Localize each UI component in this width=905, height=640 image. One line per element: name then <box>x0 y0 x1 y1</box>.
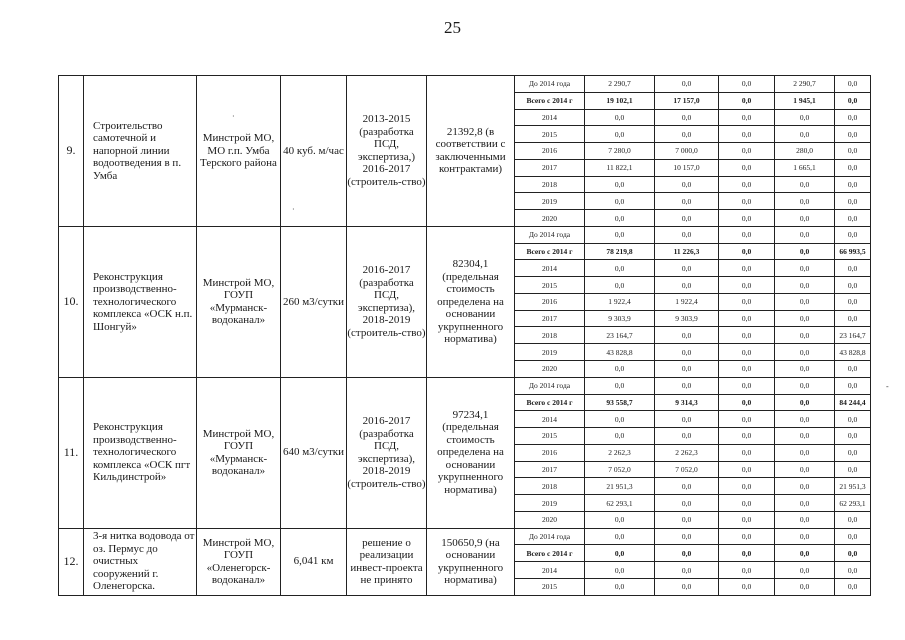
funding-value: 0,0 <box>719 176 775 193</box>
funding-value: 23 164,7 <box>585 327 655 344</box>
funding-value: 66 993,5 <box>835 243 871 260</box>
funding-value: 0,0 <box>655 578 719 595</box>
project-organization: Минстрой МО, ГОУП «Мурманск-водоканал» <box>197 377 281 528</box>
funding-value: 0,0 <box>835 444 871 461</box>
funding-value: 0,0 <box>835 293 871 310</box>
funding-value: 0,0 <box>835 126 871 143</box>
funding-value: 0,0 <box>835 260 871 277</box>
funding-value: 0,0 <box>835 310 871 327</box>
funding-value: 7 280,0 <box>585 143 655 160</box>
funding-value: 21 951,3 <box>585 478 655 495</box>
project-cost: 150650,9 (на основании укрупненного норматива) <box>427 528 515 595</box>
funding-value: 0,0 <box>585 511 655 528</box>
project-name: Реконструкция производственно-технологического комплекса «ОСК пгт Кильдинстрой» <box>84 377 197 528</box>
funding-value: 0,0 <box>655 193 719 210</box>
scan-speck: · <box>292 205 295 214</box>
funding-value: 0,0 <box>719 293 775 310</box>
project-number: 11. <box>59 377 84 528</box>
funding-value: 2 290,7 <box>775 76 835 93</box>
funding-value: 0,0 <box>719 444 775 461</box>
funding-value: 62 293,1 <box>585 495 655 512</box>
funding-value: 0,0 <box>719 226 775 243</box>
funding-value: 0,0 <box>585 277 655 294</box>
year-label: 2018 <box>515 176 585 193</box>
funding-value: 0,0 <box>835 92 871 109</box>
funding-value: 0,0 <box>775 126 835 143</box>
funding-value: 0,0 <box>655 528 719 545</box>
year-label: 2020 <box>515 210 585 227</box>
funding-value: 0,0 <box>655 428 719 445</box>
funding-value: 0,0 <box>775 394 835 411</box>
funding-value: 0,0 <box>655 176 719 193</box>
funding-value: 0,0 <box>719 126 775 143</box>
year-label: До 2014 года <box>515 76 585 93</box>
funding-value: 11 822,1 <box>585 159 655 176</box>
funding-value: 0,0 <box>655 377 719 394</box>
funding-value: 0,0 <box>585 377 655 394</box>
funding-value: 0,0 <box>775 193 835 210</box>
funding-value: 0,0 <box>775 578 835 595</box>
year-label: 2018 <box>515 327 585 344</box>
year-label: 2020 <box>515 511 585 528</box>
funding-value: 0,0 <box>775 444 835 461</box>
year-label: 2015 <box>515 578 585 595</box>
funding-value: 0,0 <box>719 109 775 126</box>
funding-value: 1 922,4 <box>585 293 655 310</box>
funding-value: 0,0 <box>719 260 775 277</box>
year-label: Всего с 2014 г <box>515 545 585 562</box>
scan-speck: - <box>886 382 889 391</box>
project-name: Строительство самотечной и напорной линии водоотведения в п. Умба <box>84 76 197 227</box>
funding-value: 0,0 <box>835 511 871 528</box>
funding-value: 2 290,7 <box>585 76 655 93</box>
funding-value: 7 000,0 <box>655 143 719 160</box>
year-label: Всего с 2014 г <box>515 394 585 411</box>
funding-value: 0,0 <box>719 562 775 579</box>
funding-value: 0,0 <box>655 344 719 361</box>
funding-value: 0,0 <box>775 545 835 562</box>
funding-value: 0,0 <box>585 126 655 143</box>
funding-value: 0,0 <box>719 277 775 294</box>
funding-value: 84 244,4 <box>835 394 871 411</box>
funding-value: 0,0 <box>655 210 719 227</box>
funding-value: 2 262,3 <box>585 444 655 461</box>
year-label: Всего с 2014 г <box>515 243 585 260</box>
funding-value: 9 314,3 <box>655 394 719 411</box>
funding-value: 0,0 <box>835 562 871 579</box>
year-label: 2014 <box>515 562 585 579</box>
funding-value: 0,0 <box>719 193 775 210</box>
year-label: 2019 <box>515 344 585 361</box>
funding-value: 0,0 <box>719 428 775 445</box>
year-label: До 2014 года <box>515 377 585 394</box>
funding-value: 0,0 <box>719 511 775 528</box>
funding-value: 0,0 <box>775 210 835 227</box>
funding-value: 11 226,3 <box>655 243 719 260</box>
project-name: Реконструкция производственно-технологического комплекса «ОСК н.п. Шонгуй» <box>84 226 197 377</box>
funding-value: 0,0 <box>585 578 655 595</box>
funding-value: 0,0 <box>719 394 775 411</box>
funding-value: 0,0 <box>655 545 719 562</box>
project-organization: Минстрой МО, МО г.п. Умба Терского района <box>197 76 281 227</box>
page-number: 25 <box>444 18 461 37</box>
year-label: 2015 <box>515 126 585 143</box>
funding-value: 0,0 <box>835 545 871 562</box>
year-label: 2014 <box>515 109 585 126</box>
project-period: 2016-2017 (разработка ПСД, экспертиза), 2018-2019 (строитель-ство) <box>347 226 427 377</box>
project-cost: 97234,1 (предельная стоимость определена на основании укрупненного норматива) <box>427 377 515 528</box>
investment-projects-table <box>58 75 871 596</box>
funding-value: 0,0 <box>719 377 775 394</box>
funding-value: 0,0 <box>835 143 871 160</box>
funding-value: 17 157,0 <box>655 92 719 109</box>
funding-value: 0,0 <box>775 478 835 495</box>
funding-value: 0,0 <box>655 327 719 344</box>
funding-value: 0,0 <box>835 361 871 378</box>
year-label: 2015 <box>515 428 585 445</box>
funding-value: 1 922,4 <box>655 293 719 310</box>
funding-value: 0,0 <box>585 109 655 126</box>
funding-value: 0,0 <box>775 511 835 528</box>
funding-value: 19 102,1 <box>585 92 655 109</box>
funding-value: 43 828,8 <box>835 344 871 361</box>
funding-value: 93 558,7 <box>585 394 655 411</box>
funding-value: 0,0 <box>835 109 871 126</box>
funding-value: 0,0 <box>719 495 775 512</box>
funding-value: 0,0 <box>775 327 835 344</box>
funding-value: 1 665,1 <box>775 159 835 176</box>
funding-value: 0,0 <box>775 495 835 512</box>
funding-value: 0,0 <box>585 260 655 277</box>
funding-value: 0,0 <box>835 377 871 394</box>
year-label: 2016 <box>515 293 585 310</box>
year-label: До 2014 года <box>515 528 585 545</box>
table-row <box>59 377 871 394</box>
funding-value: 0,0 <box>719 578 775 595</box>
funding-value: 9 303,9 <box>585 310 655 327</box>
funding-value: 0,0 <box>719 528 775 545</box>
funding-value: 1 945,1 <box>775 92 835 109</box>
funding-value: 0,0 <box>775 411 835 428</box>
funding-value: 0,0 <box>719 143 775 160</box>
funding-value: 0,0 <box>775 361 835 378</box>
funding-value: 0,0 <box>835 193 871 210</box>
project-organization: Минстрой МО, ГОУП «Оленегорск-водоканал» <box>197 528 281 595</box>
project-cost: 82304,1 (предельная стоимость определена на основании укрупненного норматива) <box>427 226 515 377</box>
project-period: решение о реализации инвест-проекта не принято <box>347 528 427 595</box>
funding-value: 0,0 <box>775 277 835 294</box>
funding-value: 10 157,0 <box>655 159 719 176</box>
funding-value: 0,0 <box>585 528 655 545</box>
funding-value: 0,0 <box>775 260 835 277</box>
funding-value: 0,0 <box>835 210 871 227</box>
funding-value: 0,0 <box>775 310 835 327</box>
funding-value: 7 052,0 <box>655 461 719 478</box>
year-label: 2016 <box>515 444 585 461</box>
funding-value: 21 951,3 <box>835 478 871 495</box>
year-label: 2017 <box>515 159 585 176</box>
funding-value: 0,0 <box>655 226 719 243</box>
funding-value: 0,0 <box>719 76 775 93</box>
funding-value: 0,0 <box>835 159 871 176</box>
year-label: 2015 <box>515 277 585 294</box>
funding-value: 0,0 <box>585 176 655 193</box>
funding-value: 2 262,3 <box>655 444 719 461</box>
funding-value: 0,0 <box>719 545 775 562</box>
funding-value: 78 219,8 <box>585 243 655 260</box>
funding-value: 0,0 <box>585 428 655 445</box>
funding-value: 0,0 <box>719 243 775 260</box>
funding-value: 0,0 <box>719 210 775 227</box>
funding-value: 0,0 <box>655 478 719 495</box>
funding-value: 0,0 <box>655 361 719 378</box>
funding-value: 0,0 <box>719 327 775 344</box>
funding-value: 0,0 <box>655 76 719 93</box>
year-label: 2017 <box>515 310 585 327</box>
funding-value: 0,0 <box>585 545 655 562</box>
funding-value: 0,0 <box>655 109 719 126</box>
table-row <box>59 528 871 545</box>
funding-value: 0,0 <box>719 92 775 109</box>
funding-value: 0,0 <box>719 478 775 495</box>
year-label: До 2014 года <box>515 226 585 243</box>
funding-value: 0,0 <box>585 411 655 428</box>
funding-value: 43 828,8 <box>585 344 655 361</box>
funding-value: 0,0 <box>835 578 871 595</box>
funding-value: 0,0 <box>655 511 719 528</box>
year-label: 2019 <box>515 495 585 512</box>
funding-value: 0,0 <box>585 193 655 210</box>
project-number: 12. <box>59 528 84 595</box>
funding-value: 0,0 <box>585 226 655 243</box>
funding-value: 62 293,1 <box>835 495 871 512</box>
funding-value: 280,0 <box>775 143 835 160</box>
funding-value: 0,0 <box>775 243 835 260</box>
funding-value: 0,0 <box>775 377 835 394</box>
funding-value: 0,0 <box>835 226 871 243</box>
funding-value: 0,0 <box>775 109 835 126</box>
funding-value: 0,0 <box>835 428 871 445</box>
funding-value: 0,0 <box>775 528 835 545</box>
funding-value: 0,0 <box>719 159 775 176</box>
funding-value: 0,0 <box>719 411 775 428</box>
table-row <box>59 226 871 243</box>
funding-value: 0,0 <box>655 562 719 579</box>
project-number: 9. <box>59 76 84 227</box>
funding-value: 0,0 <box>835 76 871 93</box>
year-label: 2014 <box>515 411 585 428</box>
project-capacity: 6,041 км <box>281 528 347 595</box>
funding-value: 23 164,7 <box>835 327 871 344</box>
funding-value: 0,0 <box>775 428 835 445</box>
funding-value: 0,0 <box>655 260 719 277</box>
funding-value: 0,0 <box>835 176 871 193</box>
funding-value: 0,0 <box>655 126 719 143</box>
year-label: 2020 <box>515 361 585 378</box>
funding-value: 0,0 <box>655 495 719 512</box>
project-period: 2013-2015 (разработка ПСД, экспертиза,) 2016-2017 (строитель-ство) <box>347 76 427 227</box>
project-capacity: 40 куб. м/час <box>281 76 347 227</box>
funding-value: 0,0 <box>835 277 871 294</box>
funding-value: 0,0 <box>775 344 835 361</box>
funding-value: 0,0 <box>719 461 775 478</box>
year-label: 2018 <box>515 478 585 495</box>
funding-value: 0,0 <box>585 361 655 378</box>
project-capacity: 640 м3/сутки <box>281 377 347 528</box>
funding-value: 0,0 <box>585 562 655 579</box>
funding-value: 0,0 <box>775 293 835 310</box>
funding-value: 0,0 <box>719 361 775 378</box>
project-capacity: 260 м3/сутки <box>281 226 347 377</box>
year-label: Всего с 2014 г <box>515 92 585 109</box>
year-label: 2014 <box>515 260 585 277</box>
funding-value: 0,0 <box>775 176 835 193</box>
year-label: 2019 <box>515 193 585 210</box>
project-cost: 21392,8 (в соответствии с заключенными контрактами) <box>427 76 515 227</box>
funding-value: 0,0 <box>775 562 835 579</box>
project-name: 3-я нитка водовода от оз. Пермус до очистных сооружений г. Оленегорска. <box>84 528 197 595</box>
funding-value: 0,0 <box>835 461 871 478</box>
project-organization: Минстрой МО, ГОУП «Мурманск-водоканал» <box>197 226 281 377</box>
funding-value: 0,0 <box>655 277 719 294</box>
funding-value: 0,0 <box>835 411 871 428</box>
project-number: 10. <box>59 226 84 377</box>
funding-value: 0,0 <box>719 310 775 327</box>
year-label: 2017 <box>515 461 585 478</box>
table-row <box>59 76 871 93</box>
funding-value: 0,0 <box>775 226 835 243</box>
funding-value: 7 052,0 <box>585 461 655 478</box>
scan-speck: · <box>232 112 235 121</box>
funding-value: 0,0 <box>775 461 835 478</box>
funding-value: 0,0 <box>835 528 871 545</box>
funding-value: 0,0 <box>585 210 655 227</box>
funding-value: 0,0 <box>655 411 719 428</box>
funding-value: 9 303,9 <box>655 310 719 327</box>
funding-value: 0,0 <box>719 344 775 361</box>
year-label: 2016 <box>515 143 585 160</box>
project-period: 2016-2017 (разработка ПСД, экспертиза), 2018-2019 (строитель-ство) <box>347 377 427 528</box>
